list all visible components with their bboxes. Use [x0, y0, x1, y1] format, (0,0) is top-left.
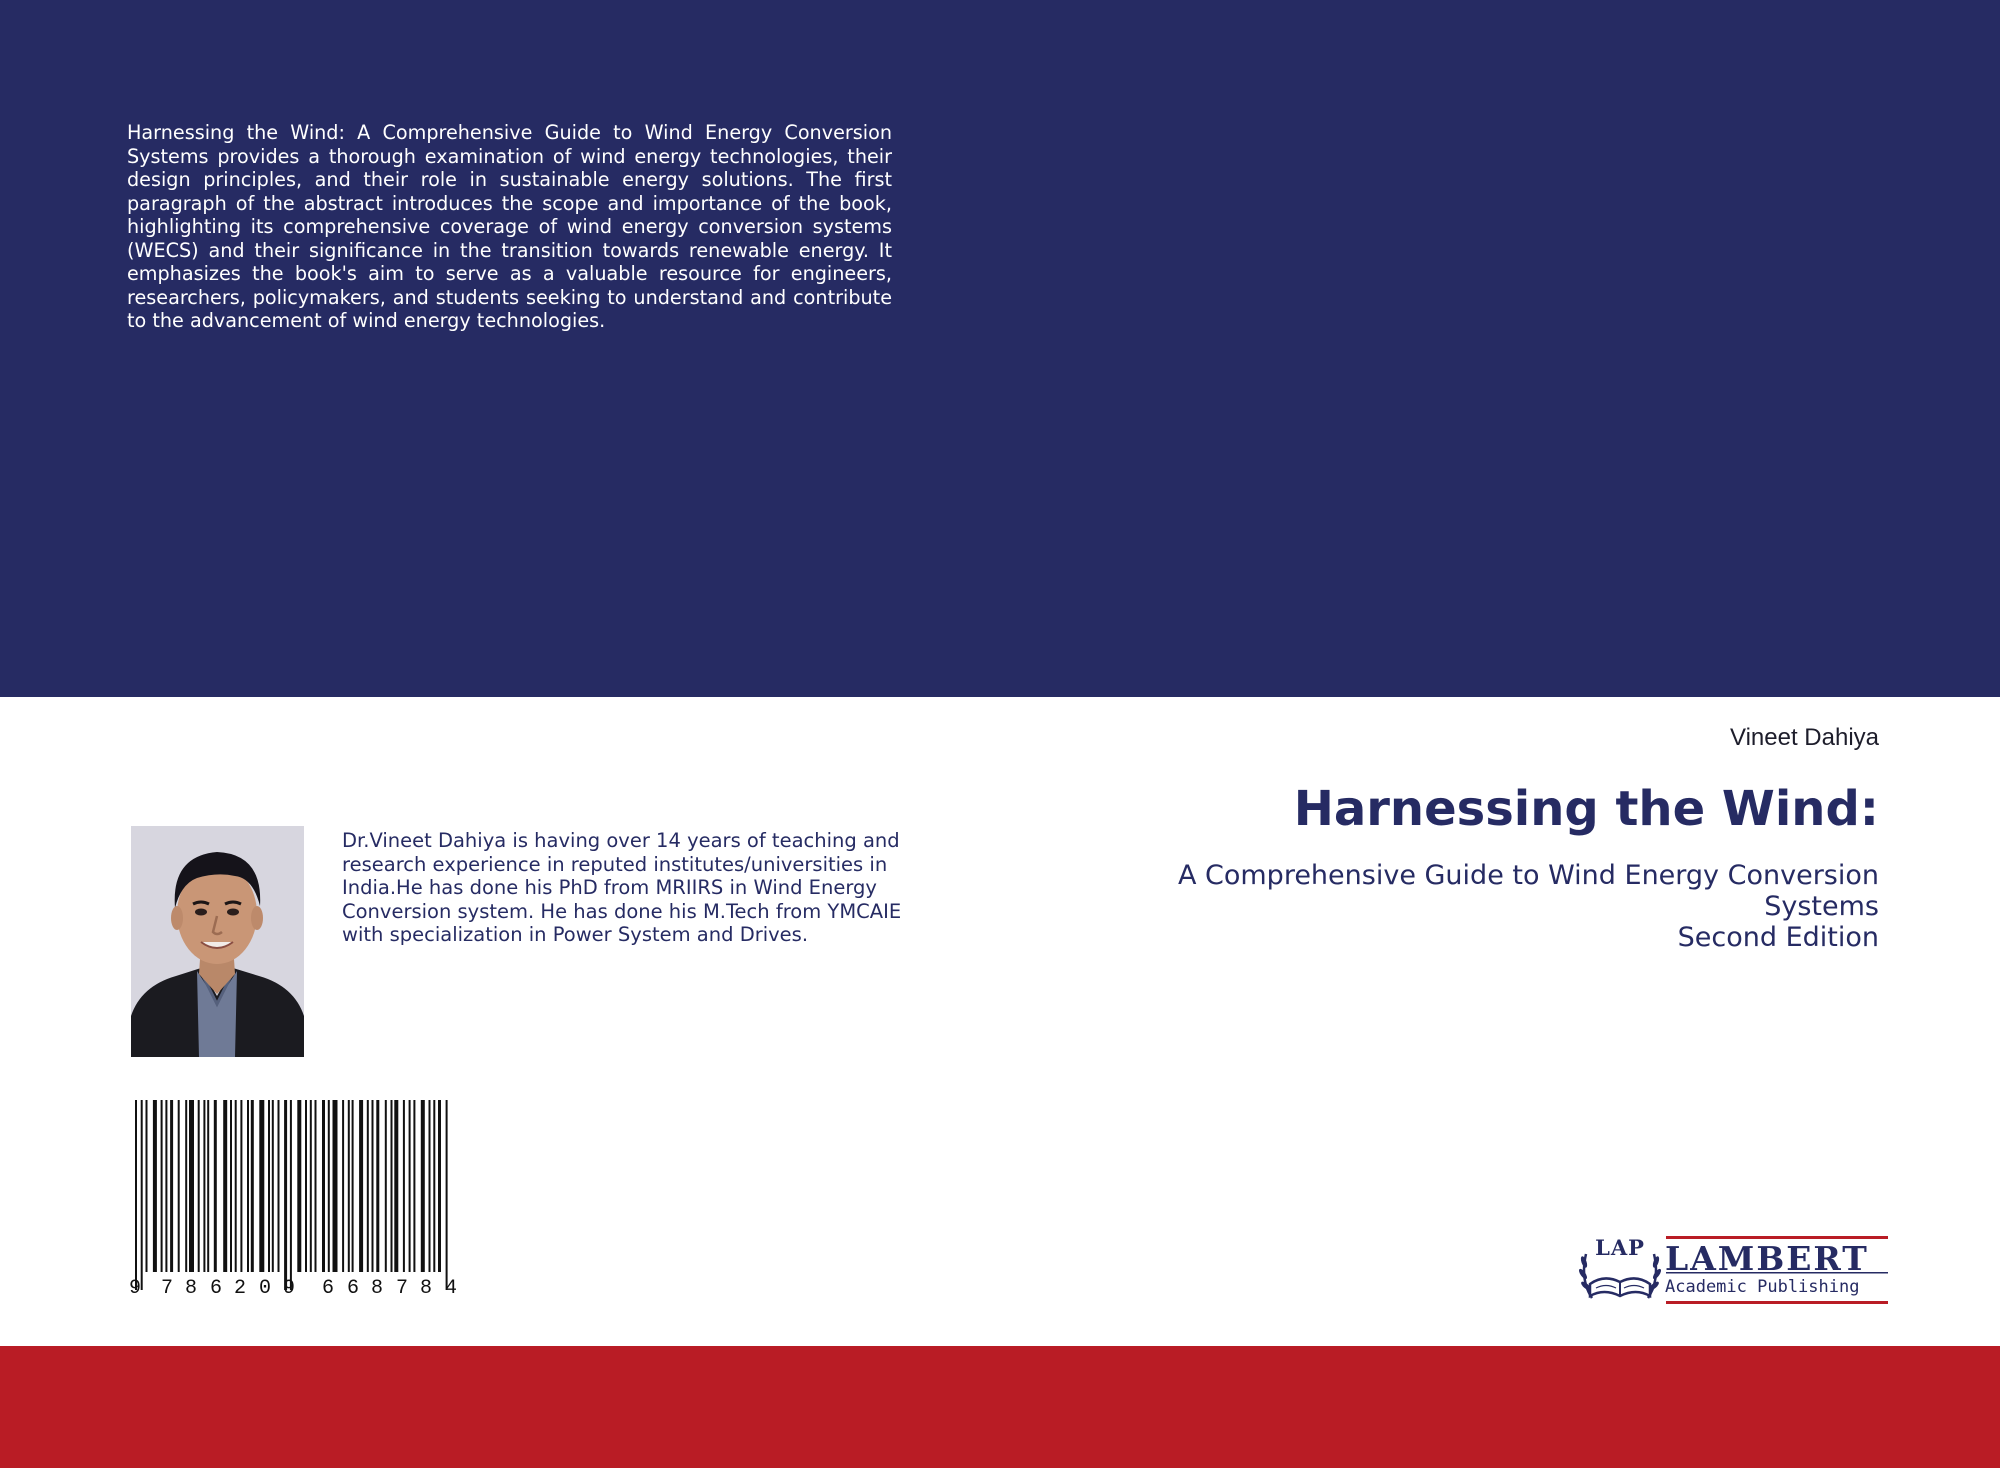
barcode-bar — [352, 1100, 354, 1272]
barcode-bar — [372, 1100, 374, 1272]
barcode-bar — [223, 1100, 227, 1272]
barcode-bar — [278, 1100, 280, 1272]
isbn-barcode — [131, 1100, 456, 1290]
barcode-bar — [259, 1100, 264, 1272]
barcode-bar — [348, 1100, 350, 1272]
isbn-digit: 6 — [346, 1277, 359, 1300]
barcode-bar — [359, 1100, 363, 1272]
barcode-bar — [146, 1100, 148, 1272]
barcode-bar — [385, 1100, 387, 1272]
barcode-bar — [153, 1100, 157, 1272]
isbn-digit: 6 — [209, 1277, 222, 1300]
barcode-bar — [189, 1100, 194, 1272]
isbn-number — [127, 1277, 457, 1301]
isbn-digit: 4 — [444, 1277, 457, 1300]
barcode-bar — [391, 1100, 393, 1272]
barcode-bar — [272, 1100, 274, 1272]
bottom-red-band — [0, 1346, 2000, 1468]
barcode-bar — [214, 1100, 217, 1272]
barcode-bar — [328, 1100, 330, 1272]
barcode-bar — [284, 1100, 287, 1290]
author-photo — [131, 826, 304, 1057]
isbn-digit: 9 — [128, 1277, 141, 1300]
edition-line: Second Edition — [1677, 922, 1879, 953]
barcode-bar — [310, 1100, 312, 1272]
barcode-bar — [235, 1100, 237, 1272]
isbn-digit: 7 — [395, 1277, 408, 1300]
barcode-bar — [394, 1100, 398, 1272]
barcode-bar — [240, 1100, 242, 1272]
book-subtitle — [1059, 860, 1879, 953]
barcode-bar — [198, 1100, 200, 1272]
subtitle-line: A Comprehensive Guide to Wind Energy Conversion — [1177, 860, 1879, 891]
top-navy-band — [0, 0, 2000, 697]
publisher-tagline: Academic Publishing — [1665, 1277, 1860, 1297]
barcode-bar — [161, 1100, 163, 1272]
barcode-bar — [413, 1100, 415, 1272]
publisher-emblem-text: LAP — [1595, 1235, 1645, 1260]
barcode-bar — [433, 1100, 435, 1272]
barcode-bar — [185, 1100, 187, 1272]
barcode-bar — [297, 1100, 301, 1272]
barcode-bar — [178, 1100, 180, 1272]
publisher-name: LAMBERT — [1665, 1239, 1869, 1278]
barcode-bar — [421, 1100, 425, 1272]
isbn-digit: 7 — [160, 1277, 173, 1300]
barcode-bar — [409, 1100, 411, 1272]
barcode-bar — [315, 1100, 317, 1272]
isbn-digit: 8 — [419, 1277, 432, 1300]
isbn-digit: 9 — [282, 1277, 295, 1300]
isbn-digit: 6 — [321, 1277, 334, 1300]
isbn-digit: 2 — [233, 1277, 246, 1300]
back-cover-abstract: Harnessing the Wind: A Comprehensive Guide to Wind Energy Conversion Systems provides a thorough examination of wind energy technologies, their design principles, and their role in sustainable energy solutions. The first paragraph of the abstract introduces the scope and importance of the book, highlighting its comprehensive coverage of wind energy conversion systems (WECS) and their significance in the transition towards renewable energy. It emphasizes the book's aim to serve as a valuable resource for engineers, researchers, policymakers, and students seeking to understand and contribute to the advancement of wind energy technologies. — [127, 121, 892, 332]
barcode-bar — [170, 1100, 173, 1272]
isbn-digit: 8 — [370, 1277, 383, 1300]
isbn-digit: 0 — [258, 1277, 271, 1300]
barcode-bar — [141, 1100, 143, 1290]
author-name: Vineet Dahiya — [1730, 724, 1879, 751]
author-bio: Dr.Vineet Dahiya is having over 14 years of teaching and research experience in reputed institutes/universities in India.He has done his PhD from MRIIRS in Wind Energy Conversion system. He has done his M.Tech from YMCAIE with specialization in Power System and Drives. — [342, 829, 902, 946]
barcode-bar — [429, 1100, 431, 1272]
barcode-bar — [203, 1100, 205, 1272]
isbn-digit: 8 — [184, 1277, 197, 1300]
barcode-bar — [207, 1100, 209, 1272]
barcode-bar — [247, 1100, 249, 1272]
author-portrait-icon — [131, 826, 304, 1057]
barcode-bar — [268, 1100, 270, 1272]
barcode-bar — [230, 1100, 232, 1272]
barcode-bar — [135, 1100, 137, 1290]
barcode-bar — [333, 1100, 338, 1272]
book-title: Harnessing the Wind: — [1293, 781, 1879, 837]
barcode-bar — [305, 1100, 307, 1272]
barcode-bar — [438, 1100, 441, 1272]
barcode-bar — [446, 1100, 448, 1290]
barcode-bar — [251, 1100, 254, 1272]
barcode-bar — [403, 1100, 405, 1272]
barcode-bar — [376, 1100, 379, 1272]
barcode-bar — [342, 1100, 344, 1272]
barcode-bar — [367, 1100, 369, 1272]
barcode-bar — [290, 1100, 292, 1290]
subtitle-line: Systems — [1764, 891, 1879, 922]
barcode-bar — [322, 1100, 325, 1272]
barcode-bar — [165, 1100, 167, 1272]
